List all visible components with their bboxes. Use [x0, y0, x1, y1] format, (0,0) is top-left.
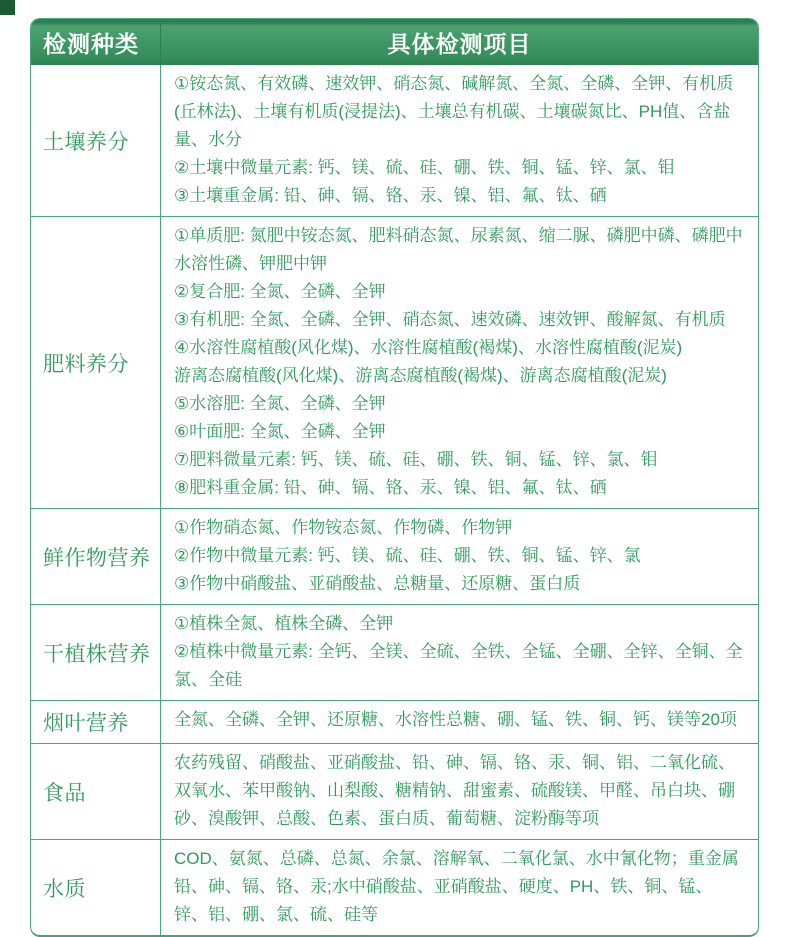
table-body	[31, 65, 758, 935]
table-row	[31, 839, 758, 935]
detail-cell	[161, 701, 758, 743]
category-cell: 烟叶营养	[31, 701, 161, 743]
category-cell: 鲜作物营养	[31, 509, 161, 604]
table-row	[31, 508, 758, 604]
detail-item: ①作物硝态氮、作物铵态氮、作物磷、作物钾	[174, 518, 513, 537]
detail-item: 农药残留、硝酸盐、亚硝酸盐、铅、砷、镉、铬、汞、铜、铝、二氧化硫、双氧水、苯甲酸钠、山梨酸、糖精钠、甜蜜素、硫酸镁、甲醛、吊白块、硼砂、溴酸钾、总酸、色素、蛋白质、葡萄糖、淀粉酶等项	[174, 753, 735, 828]
detail-item: ①植株全氮、植株全磷、全钾	[174, 614, 394, 633]
category-cell: 土壤养分	[31, 65, 161, 216]
detail-cell	[161, 509, 758, 604]
detail-item: ⑤水溶肥: 全氮、全磷、全钾	[174, 394, 386, 413]
detail-item: ②土壤中微量元素: 钙、镁、硫、硅、硼、铁、铜、锰、锌、氯、钼	[174, 158, 675, 177]
category-cell: 食品	[31, 744, 161, 839]
detail-cell	[161, 217, 758, 508]
category-cell: 水质	[31, 840, 161, 935]
category-cell: 干植株营养	[31, 605, 161, 700]
detail-item: ⑦肥料微量元素: 钙、镁、硫、硅、硼、铁、铜、锰、锌、氯、钼	[174, 450, 658, 469]
detail-item: ⑧肥料重金属: 铅、砷、镉、铬、汞、镍、铝、氟、钛、硒	[174, 478, 607, 497]
table-row	[31, 700, 758, 743]
table-row	[31, 743, 758, 839]
detail-cell	[161, 744, 758, 839]
detail-cell	[161, 65, 758, 216]
page-corner-accent	[0, 0, 15, 15]
header-items-label: 具体检测项目	[387, 30, 532, 57]
detail-item: 全氮、全磷、全钾、还原糖、水溶性总糖、硼、锰、铁、铜、钙、镁等20项	[174, 710, 737, 729]
detail-item: ②复合肥: 全氮、全磷、全钾	[174, 282, 386, 301]
detail-item: ③土壤重金属: 铅、砷、镉、铬、汞、镍、铝、氟、钛、硒	[174, 186, 607, 205]
detail-item: 游离态腐植酸(风化煤)、游离态腐植酸(褐煤)、游离态腐植酸(泥炭)	[174, 366, 667, 385]
detail-item: ③有机肥: 全氮、全磷、全钾、硝态氮、速效磷、速效钾、酸解氮、有机质	[174, 310, 726, 329]
detection-spec-table	[30, 18, 759, 937]
table-row	[31, 216, 758, 508]
detail-item: ①单质肥: 氮肥中铵态氮、肥料硝态氮、尿素氮、缩二脲、磷肥中磷、磷肥中水溶性磷、钾肥中钾	[174, 226, 743, 273]
table-row	[31, 65, 758, 216]
detail-item: ④水溶性腐植酸(风化煤)、水溶性腐植酸(褐煤)、水溶性腐植酸(泥炭)	[174, 338, 683, 357]
header-category-label: 检测种类	[31, 19, 161, 65]
detail-item: ②作物中微量元素: 钙、镁、硫、硅、硼、铁、铜、锰、锌、氯	[174, 546, 641, 565]
table-header	[31, 19, 758, 65]
detail-item: ②植株中微量元素: 全钙、全镁、全硫、全铁、全锰、全硼、全锌、全铜、全氯、全硅	[174, 642, 743, 689]
detail-item: ⑥叶面肥: 全氮、全磷、全钾	[174, 422, 386, 441]
detail-item: ①铵态氮、有效磷、速效钾、硝态氮、碱解氮、全氮、全磷、全钾、有机质(丘林法)、土壤有机质(浸提法)、土壤总有机碳、土壤碳氮比、PH值、含盐量、水分	[174, 74, 734, 149]
category-cell: 肥料养分	[31, 217, 161, 508]
detail-item: ③作物中硝酸盐、亚硝酸盐、总糖量、还原糖、蛋白质	[174, 574, 581, 593]
detail-cell	[161, 605, 758, 700]
detail-cell	[161, 840, 758, 935]
detail-item: COD、氨氮、总磷、总氮、余氯、溶解氧、二氧化氯、水中氰化物；重金属铅、砷、镉、铬、汞;水中硝酸盐、亚硝酸盐、硬度、PH、铁、铜、锰、锌、铝、硼、氯、硫、硅等	[174, 849, 739, 924]
table-row	[31, 604, 758, 700]
